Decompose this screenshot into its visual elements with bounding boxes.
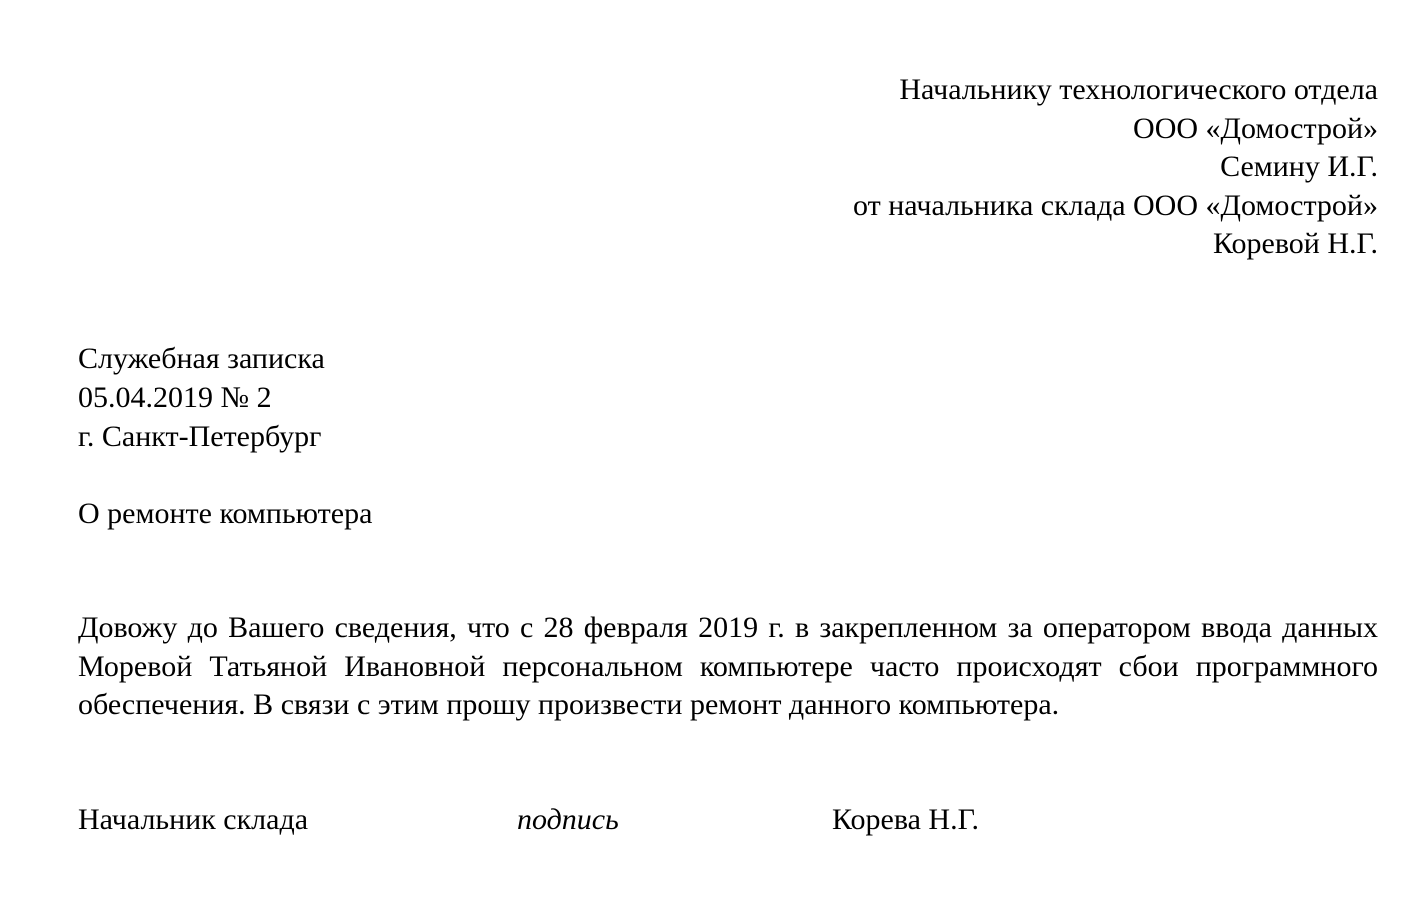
document-city: г. Санкт-Петербург [78, 420, 322, 453]
signer-name: Корева Н.Г. [832, 803, 980, 836]
document-date-number: 05.04.2019 № 2 [78, 381, 272, 414]
document-header [78, 339, 325, 456]
addressee-line-recipient-position: Начальнику технологического отдела [899, 73, 1378, 106]
document-type: Служебная записка [78, 342, 325, 375]
addressee-line-recipient-name: Семину И.Г. [1220, 150, 1378, 183]
addressee-line-recipient-company: ООО «Домострой» [1133, 111, 1378, 145]
addressee-line-sender-position: от начальника склада ООО «Домострой» [853, 188, 1378, 222]
signature-placeholder: подпись [517, 803, 619, 836]
addressee-block [478, 71, 1378, 264]
signature-row [0, 800, 1410, 840]
document-subject: О ремонте компьютера [78, 497, 373, 530]
signer-position: Начальник склада [78, 803, 309, 836]
addressee-line-sender-name: Коревой Н.Г. [1213, 227, 1378, 260]
document-body: Довожу до Вашего сведения, что с 28 февраля 2019 г. в закрепленном за оператором ввода данных Моревой Татьяной Ивановной персональном компьютере часто происходят сбои программного обеспечения. В связи с этим прошу произвести ремонт данного компьютера. [78, 611, 1378, 721]
